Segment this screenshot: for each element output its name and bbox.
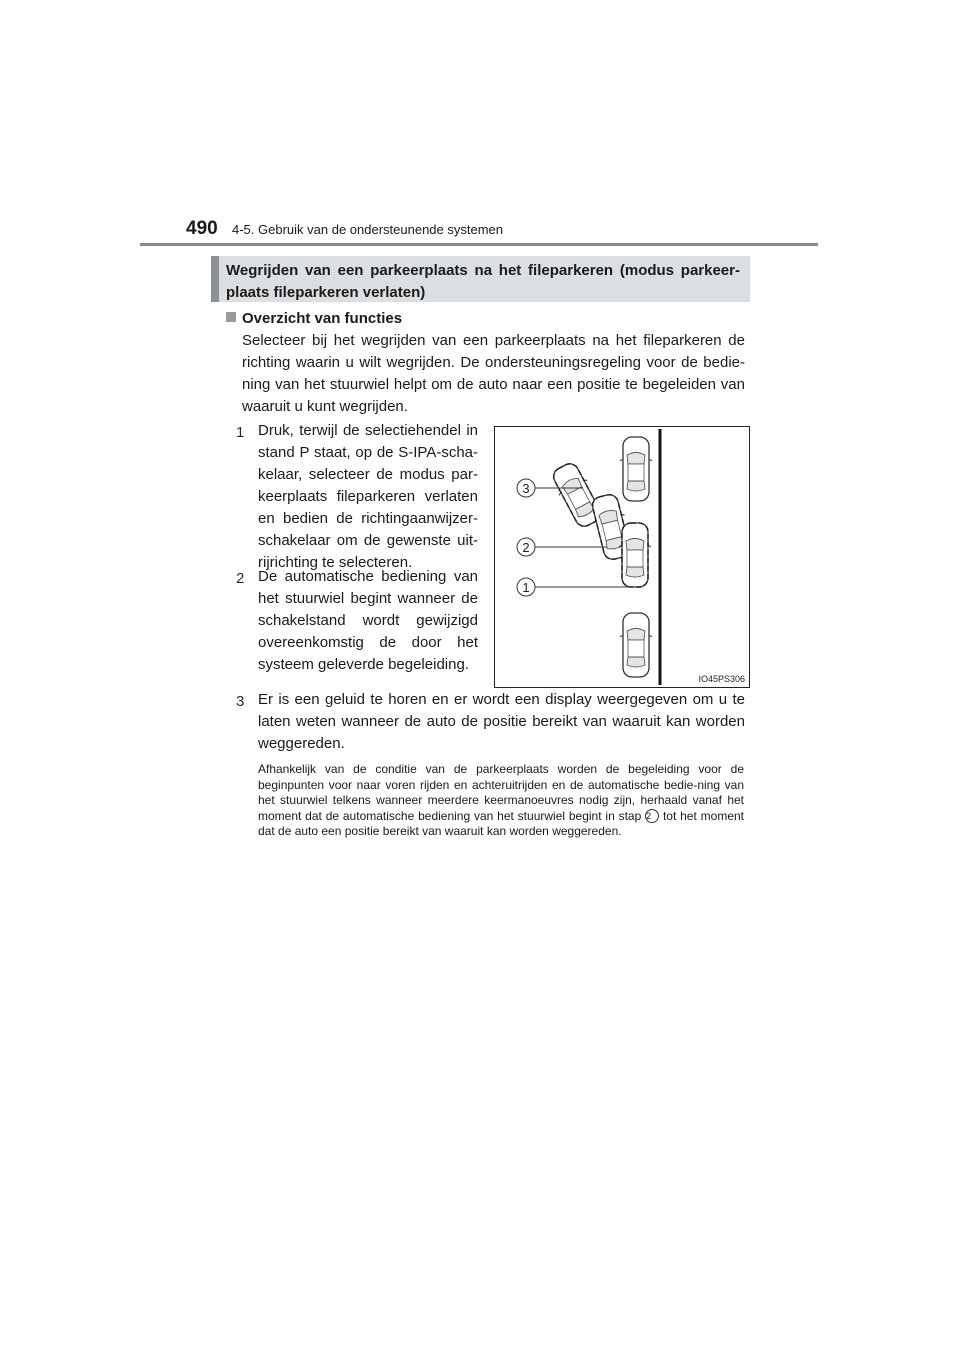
step-text: Druk, terwijl de selectiehendel in stand P staat, op de S-IPA-scha-kelaar, selecteer de modus par-keerplaats fileparkeren verlaten en bedien de richtingaanwijzer-schakelaar om de gewenste uit-rijrichting te selecteren.	[258, 422, 478, 571]
callout-3: 3	[522, 481, 530, 496]
step-2	[236, 566, 478, 676]
square-bullet-icon	[226, 312, 236, 322]
step-number: 3	[236, 693, 245, 710]
parking-illustration	[495, 427, 749, 687]
figure-code: IO45PS306	[698, 674, 745, 684]
step-number: 1	[236, 424, 245, 441]
header-rule	[140, 243, 818, 246]
subheading	[226, 310, 402, 327]
subheading-text: Overzicht van functies	[242, 310, 403, 327]
intro-paragraph: Selecteer bij het wegrijden van een parkeerplaats na het fileparkeren de richting waarin u wilt wegrijden. De ondersteuningsregeling voor de bedie-ning van het stuurwiel helpt om de auto naar een positie te begeleiden van waaruit u kunt wegrijden.	[242, 332, 745, 415]
maneuver-car-1	[619, 523, 651, 587]
step-ref-badge: 2	[645, 809, 659, 823]
page-number: 490	[186, 218, 218, 239]
section-title-box	[211, 256, 750, 302]
callout-1: 1	[522, 580, 530, 595]
parked-car-front	[620, 437, 652, 501]
step-3	[236, 689, 745, 755]
note-paragraph	[258, 762, 744, 840]
section-title: Wegrijden van een parkeerplaats na het fileparkeren (modus parkeer-plaats fileparkeren verlaten)	[226, 262, 740, 301]
step-number: 2	[236, 570, 245, 587]
parking-figure	[494, 426, 750, 688]
note-text-before: Afhankelijk van de conditie van de parkeerplaats worden de begeleiding voor de beginpunten voor naar voren rijden en achteruitrijden en de automatische bedie-ning van het stuurwiel telkens wanneer meerdere keermanoeuvres nodig zijn, herhaald vanaf het moment dat de automatische bediening van het stuurwiel begint in stap	[258, 762, 744, 823]
section-header: 4-5. Gebruik van de ondersteunende systemen	[232, 222, 504, 237]
step-text: Er is een geluid te horen en er wordt een display weergegeven om u te laten weten wanneer de auto de positie bereikt van waaruit kan worden weggereden.	[258, 691, 745, 752]
step-text: De automatische bediening van het stuurwiel begint wanneer de schakelstand wordt gewijzigd overeenkomstig de door het systeem geleverde begeleiding.	[258, 568, 478, 673]
callout-2: 2	[522, 540, 530, 555]
parked-car-rear	[620, 613, 652, 677]
step-1	[236, 420, 478, 574]
note-text-after: tot het moment dat de auto een positie bereikt van waaruit kan worden weggereden.	[258, 808, 744, 838]
